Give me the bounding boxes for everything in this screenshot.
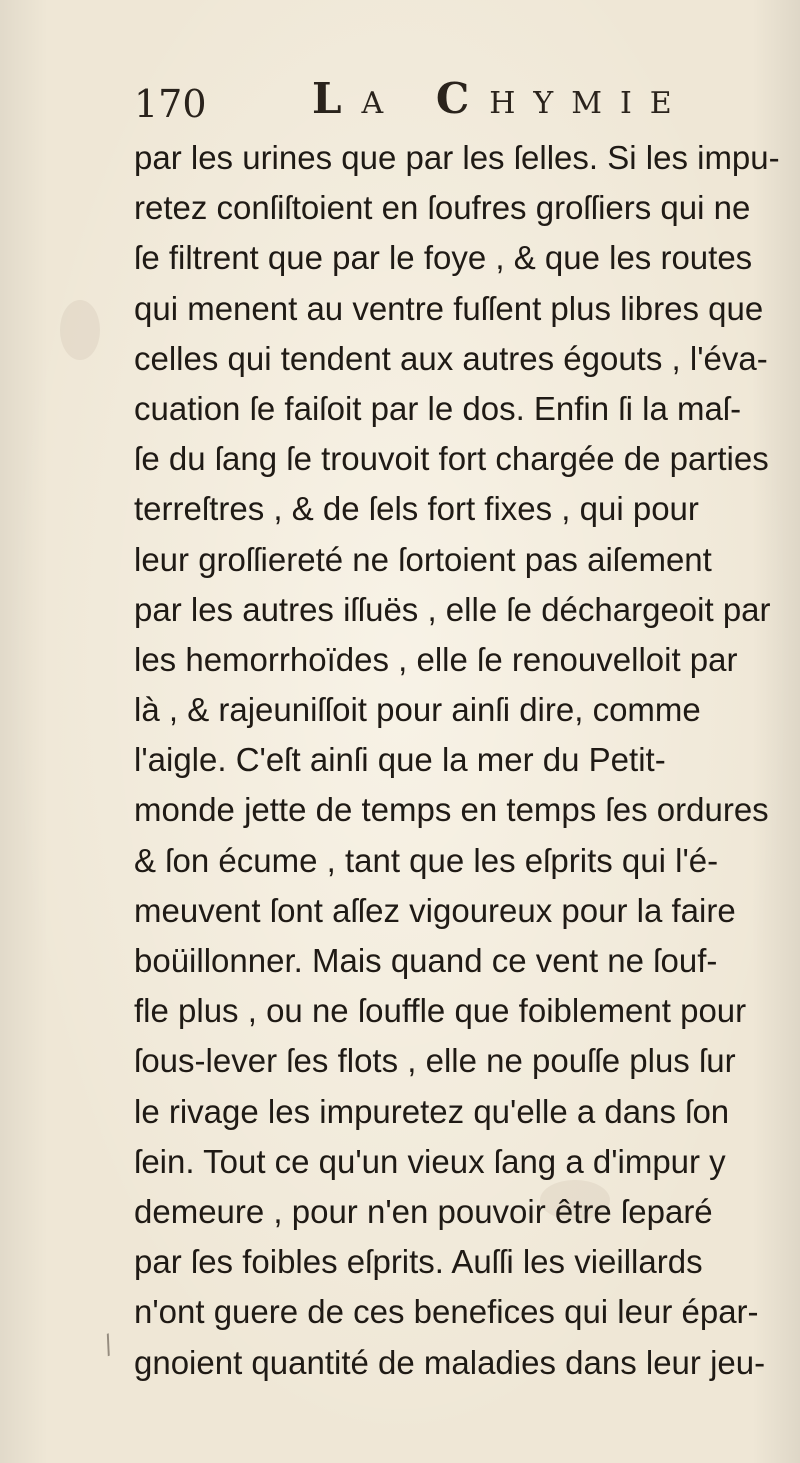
text-line: demeure , pour n'en pouvoir être ſeparé xyxy=(134,1192,713,1230)
text-line: par ſes foibles eſprits. Auſſi les vieillards xyxy=(134,1243,703,1281)
text-line: ſe filtrent que par le foye , & que les routes xyxy=(134,239,753,277)
running-title-small-a: A xyxy=(361,86,402,121)
text-line: n'ont guere de ces benefices qui leur épar- xyxy=(134,1293,759,1331)
stray-ink-mark: / xyxy=(99,1329,118,1361)
text-line: par les autres iſſuës , elle ſe déchargeoit par xyxy=(134,590,771,628)
text-line: par les urines que par les ſelles. Si les impu- xyxy=(134,139,780,176)
text-line: fle plus , ou ne ſouffle que foiblement pour xyxy=(134,992,747,1030)
text-line: monde jette de temps en temps ſes ordures xyxy=(134,791,769,829)
text-line: terreſtres , & de ſels fort fixes , qui pour xyxy=(134,490,699,528)
running-head xyxy=(134,68,694,128)
page-number: 170 xyxy=(134,82,207,126)
text-line: celles qui tendent aux autres égouts , l'éva- xyxy=(134,339,768,377)
body-text xyxy=(134,133,780,1388)
text-line: meuvent ſont aſſez vigoureux pour la faire xyxy=(134,891,736,929)
text-line: qui menent au ventre fuſſent plus libres que xyxy=(134,289,764,327)
text-line: l'aigle. C'eſt ainſi que la mer du Petit- xyxy=(134,741,666,779)
text-line: gnoient quantité de maladies dans leur jeu- xyxy=(134,1343,766,1381)
text-line: ſous-lever ſes flots , elle ne pouſſe plus ſur xyxy=(134,1042,736,1080)
running-title-initial-c: C xyxy=(435,74,490,123)
text-line: ſe du ſang ſe trouvoit fort chargée de parties xyxy=(134,440,769,478)
text-line: cuation ſe faiſoit par le dos. Enfin ſi la maſ- xyxy=(134,389,742,427)
text-line: leur groſſiereté ne ſortoient pas aiſement xyxy=(134,540,712,578)
running-title-small-rest: HYMIE xyxy=(489,86,690,121)
running-title xyxy=(312,74,690,123)
text-line: & ſon écume , tant que les eſprits qui l'é- xyxy=(134,841,719,879)
text-line: là , & rajeuniſſoit pour ainſi dire, comme xyxy=(134,691,701,729)
paper-stain xyxy=(60,300,100,360)
text-line: le rivage les impuretez qu'elle a dans ſon xyxy=(134,1092,730,1130)
text-line: retez conſiſtoient en ſoufres groſſiers qui ne xyxy=(134,189,751,227)
text-line: les hemorrhoïdes , elle ſe renouvelloit par xyxy=(134,640,738,678)
text-line: boüillonner. Mais quand ce vent ne ſouf- xyxy=(134,942,718,979)
text-line: ſein. Tout ce qu'un vieux ſang a d'impur y xyxy=(134,1142,726,1180)
running-title-initial-l: L xyxy=(312,74,362,123)
